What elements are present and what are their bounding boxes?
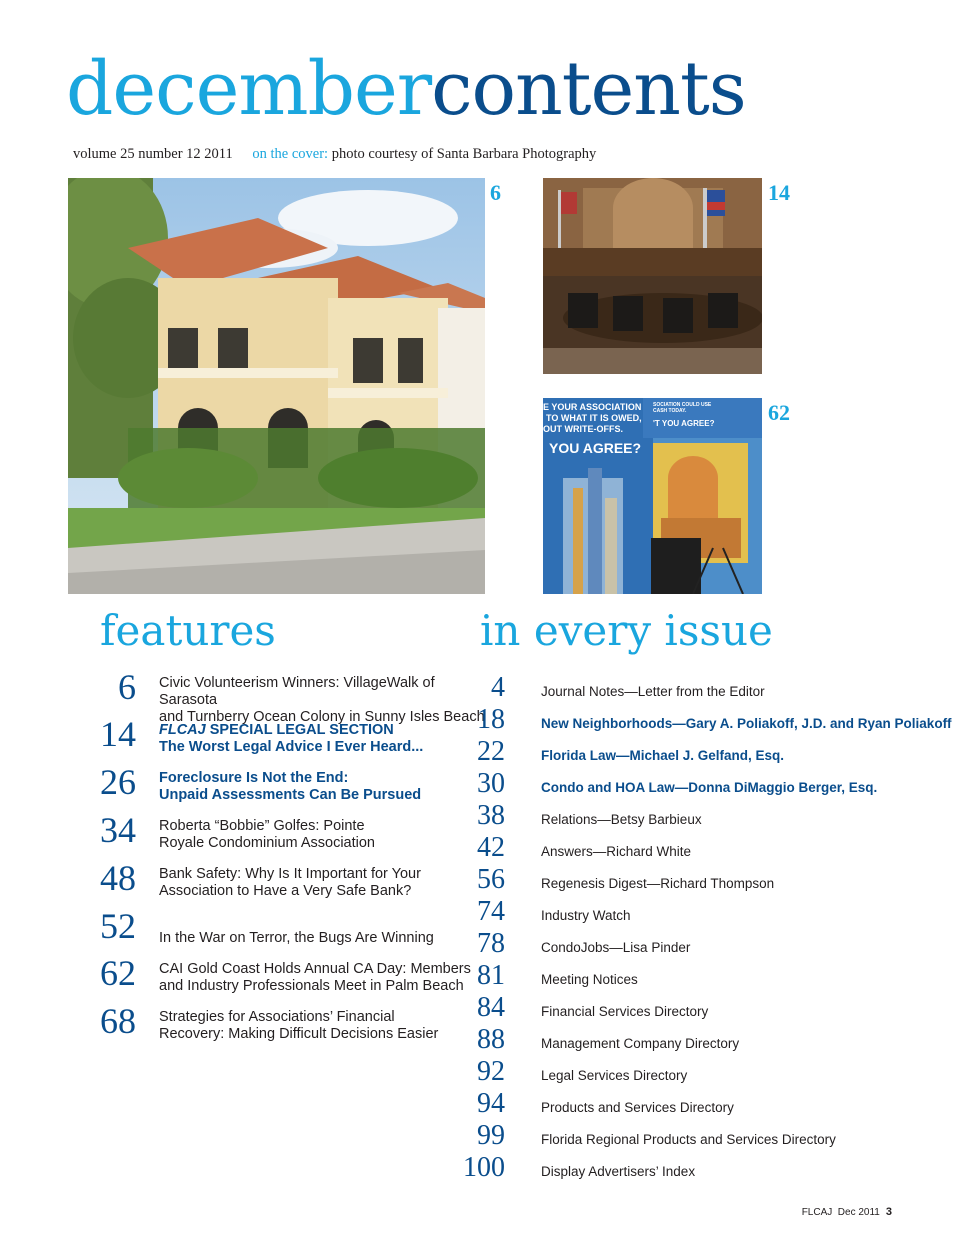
feature-line-1 xyxy=(159,722,489,739)
issue-page-number: 94 xyxy=(477,1088,505,1119)
feature-page-number: 14 xyxy=(100,714,136,754)
poster-line-1: E YOUR ASSOCIATION xyxy=(543,402,642,412)
issue-page-number: 22 xyxy=(477,736,505,767)
issue-title: Management Company Directory xyxy=(541,1036,740,1051)
courtroom-image xyxy=(543,178,762,374)
feature-line-1: Roberta “Bobbie” Golfes: Pointe xyxy=(159,818,365,834)
features-heading: features xyxy=(100,606,276,655)
feature-line-2: Unpaid Assessments Can Be Pursued xyxy=(159,787,422,803)
photo-courtroom[interactable] xyxy=(543,178,762,374)
issue-page-number: 42 xyxy=(477,832,505,863)
poster-line-4: YOU AGREE? xyxy=(549,440,642,456)
title-december: december xyxy=(66,46,432,132)
every-issue-heading: in every issue xyxy=(480,606,773,655)
cover-label: on the cover: xyxy=(252,146,329,162)
poster-line-5: SOCIATION COULD USE CASH TODAY. xyxy=(653,402,712,414)
issue-title: CondoJobs—Lisa Pinder xyxy=(541,940,691,955)
title-contents: contents xyxy=(431,46,746,132)
feature-page-number: 52 xyxy=(100,906,136,946)
feature-title xyxy=(159,722,489,756)
feature-title xyxy=(159,961,489,995)
feature-page-number: 48 xyxy=(100,858,136,898)
footer-publication: FLCAJ Dec 2011 xyxy=(801,1207,880,1218)
issue-item[interactable] xyxy=(477,1120,920,1160)
issue-title: Products and Services Directory xyxy=(541,1100,734,1115)
feature-line-2: The Worst Legal Advice I Ever Heard... xyxy=(159,739,424,755)
feature-line-1-rest: SPECIAL LEGAL SECTION xyxy=(205,722,394,738)
feature-title xyxy=(159,1009,489,1043)
issue-item[interactable] xyxy=(477,768,920,808)
issue-title: Florida Regional Products and Services Directory xyxy=(541,1132,836,1147)
issue-page-number: 74 xyxy=(477,896,505,927)
issue-page-number: 88 xyxy=(477,1024,505,1055)
feature-page-number: 6 xyxy=(118,667,136,707)
issue-page-number: 30 xyxy=(477,768,505,799)
issue-page-number: 4 xyxy=(491,672,505,703)
feature-page-number: 62 xyxy=(100,953,136,993)
feature-line-1: Bank Safety: Why Is It Important for Your xyxy=(159,866,421,882)
feature-page-number: 26 xyxy=(100,762,136,802)
feature-line-2: Royale Condominium Association xyxy=(159,835,375,851)
issue-item[interactable] xyxy=(477,896,920,936)
poster-line-3: OUT WRITE-OFFS. xyxy=(543,424,623,434)
issue-item[interactable] xyxy=(477,832,920,872)
issue-page-number: 78 xyxy=(477,928,505,959)
issue-item[interactable] xyxy=(477,992,920,1032)
issue-item[interactable] xyxy=(477,704,952,744)
flcaj-tag: FLCAJ xyxy=(159,722,206,738)
feature-page-number: 34 xyxy=(100,810,136,850)
issue-page-number: 81 xyxy=(477,960,505,991)
issue-item[interactable] xyxy=(463,1152,920,1192)
issue-title: Florida Law—Michael J. Gelfand, Esq. xyxy=(541,748,785,763)
issue-page-number: 92 xyxy=(477,1056,505,1087)
feature-line-2: and Industry Professionals Meet in Palm Beach xyxy=(159,978,464,994)
feature-title xyxy=(159,818,489,852)
issue-item[interactable] xyxy=(477,960,920,1000)
issue-page-number: 38 xyxy=(477,800,505,831)
issue-title: Meeting Notices xyxy=(541,972,638,987)
issue-title: Industry Watch xyxy=(541,908,631,923)
townhouse-image xyxy=(68,178,485,594)
issue-page-number: 99 xyxy=(477,1120,505,1151)
issue-page-number: 84 xyxy=(477,992,505,1023)
footer-page-number: 3 xyxy=(885,1206,892,1218)
issue-item[interactable] xyxy=(477,800,920,840)
issue-page-number: 100 xyxy=(463,1152,505,1183)
page-footer xyxy=(802,1206,892,1218)
issue-item[interactable] xyxy=(480,672,920,712)
photo-posters[interactable] xyxy=(543,398,762,594)
feature-page-number: 68 xyxy=(100,1001,136,1041)
issue-item[interactable] xyxy=(477,1024,920,1064)
feature-title xyxy=(159,770,489,804)
issue-page-number: 18 xyxy=(477,704,505,735)
issue-title: Regenesis Digest—Richard Thompson xyxy=(541,876,775,891)
feature-line-1: Foreclosure Is Not the End: xyxy=(159,770,349,786)
issue-item[interactable] xyxy=(477,864,920,904)
feature-line-1: CAI Gold Coast Holds Annual CA Day: Members xyxy=(159,961,471,977)
feature-line-1: In the War on Terror, the Bugs Are Winning xyxy=(159,930,434,946)
photo-page-number-62: 62 xyxy=(768,400,790,425)
issue-page-number: 56 xyxy=(477,864,505,895)
issue-title: Legal Services Directory xyxy=(541,1068,688,1083)
volume-line: volume 25 number 12 2011 xyxy=(73,146,233,162)
poster-text xyxy=(543,402,762,457)
issue-title: Answers—Richard White xyxy=(541,844,692,859)
feature-title xyxy=(159,866,489,900)
photo-page-number-14: 14 xyxy=(768,180,790,205)
page-title xyxy=(66,46,746,132)
issue-info xyxy=(73,146,596,163)
issue-item[interactable] xyxy=(477,928,920,968)
feature-title xyxy=(159,930,489,947)
issue-title: Condo and HOA Law—Donna DiMaggio Berger, Esq. xyxy=(541,780,878,795)
feature-title xyxy=(159,675,489,726)
issue-item[interactable] xyxy=(477,736,920,776)
feature-line-2: Association to Have a Very Safe Bank? xyxy=(159,883,412,899)
feature-line-1: Strategies for Associations’ Financial xyxy=(159,1009,395,1025)
feature-line-2: and Turnberry Ocean Colony in Sunny Isles Beach xyxy=(159,709,485,725)
feature-line-1: Civic Volunteerism Winners: VillageWalk of Sarasota xyxy=(159,675,435,708)
poster-line-6: 'T YOU AGREE? xyxy=(653,419,715,428)
issue-title: Display Advertisers’ Index xyxy=(541,1164,696,1179)
issue-title: Relations—Betsy Barbieux xyxy=(541,812,702,827)
issue-title: Journal Notes—Letter from the Editor xyxy=(541,684,765,699)
cover-photo-townhouses[interactable] xyxy=(68,178,485,594)
poster-line-2: TO WHAT IT IS OWED, xyxy=(546,413,642,423)
issue-item[interactable] xyxy=(477,1088,920,1128)
cover-credit: photo courtesy of Santa Barbara Photography xyxy=(331,146,597,162)
issue-item[interactable] xyxy=(477,1056,920,1096)
feature-line-2: Recovery: Making Difficult Decisions Easier xyxy=(159,1026,439,1042)
photo-page-number-6: 6 xyxy=(490,180,501,205)
issue-title: New Neighborhoods—Gary A. Poliakoff, J.D. and Ryan Poliakoff xyxy=(541,716,952,731)
issue-title: Financial Services Directory xyxy=(541,1004,709,1019)
